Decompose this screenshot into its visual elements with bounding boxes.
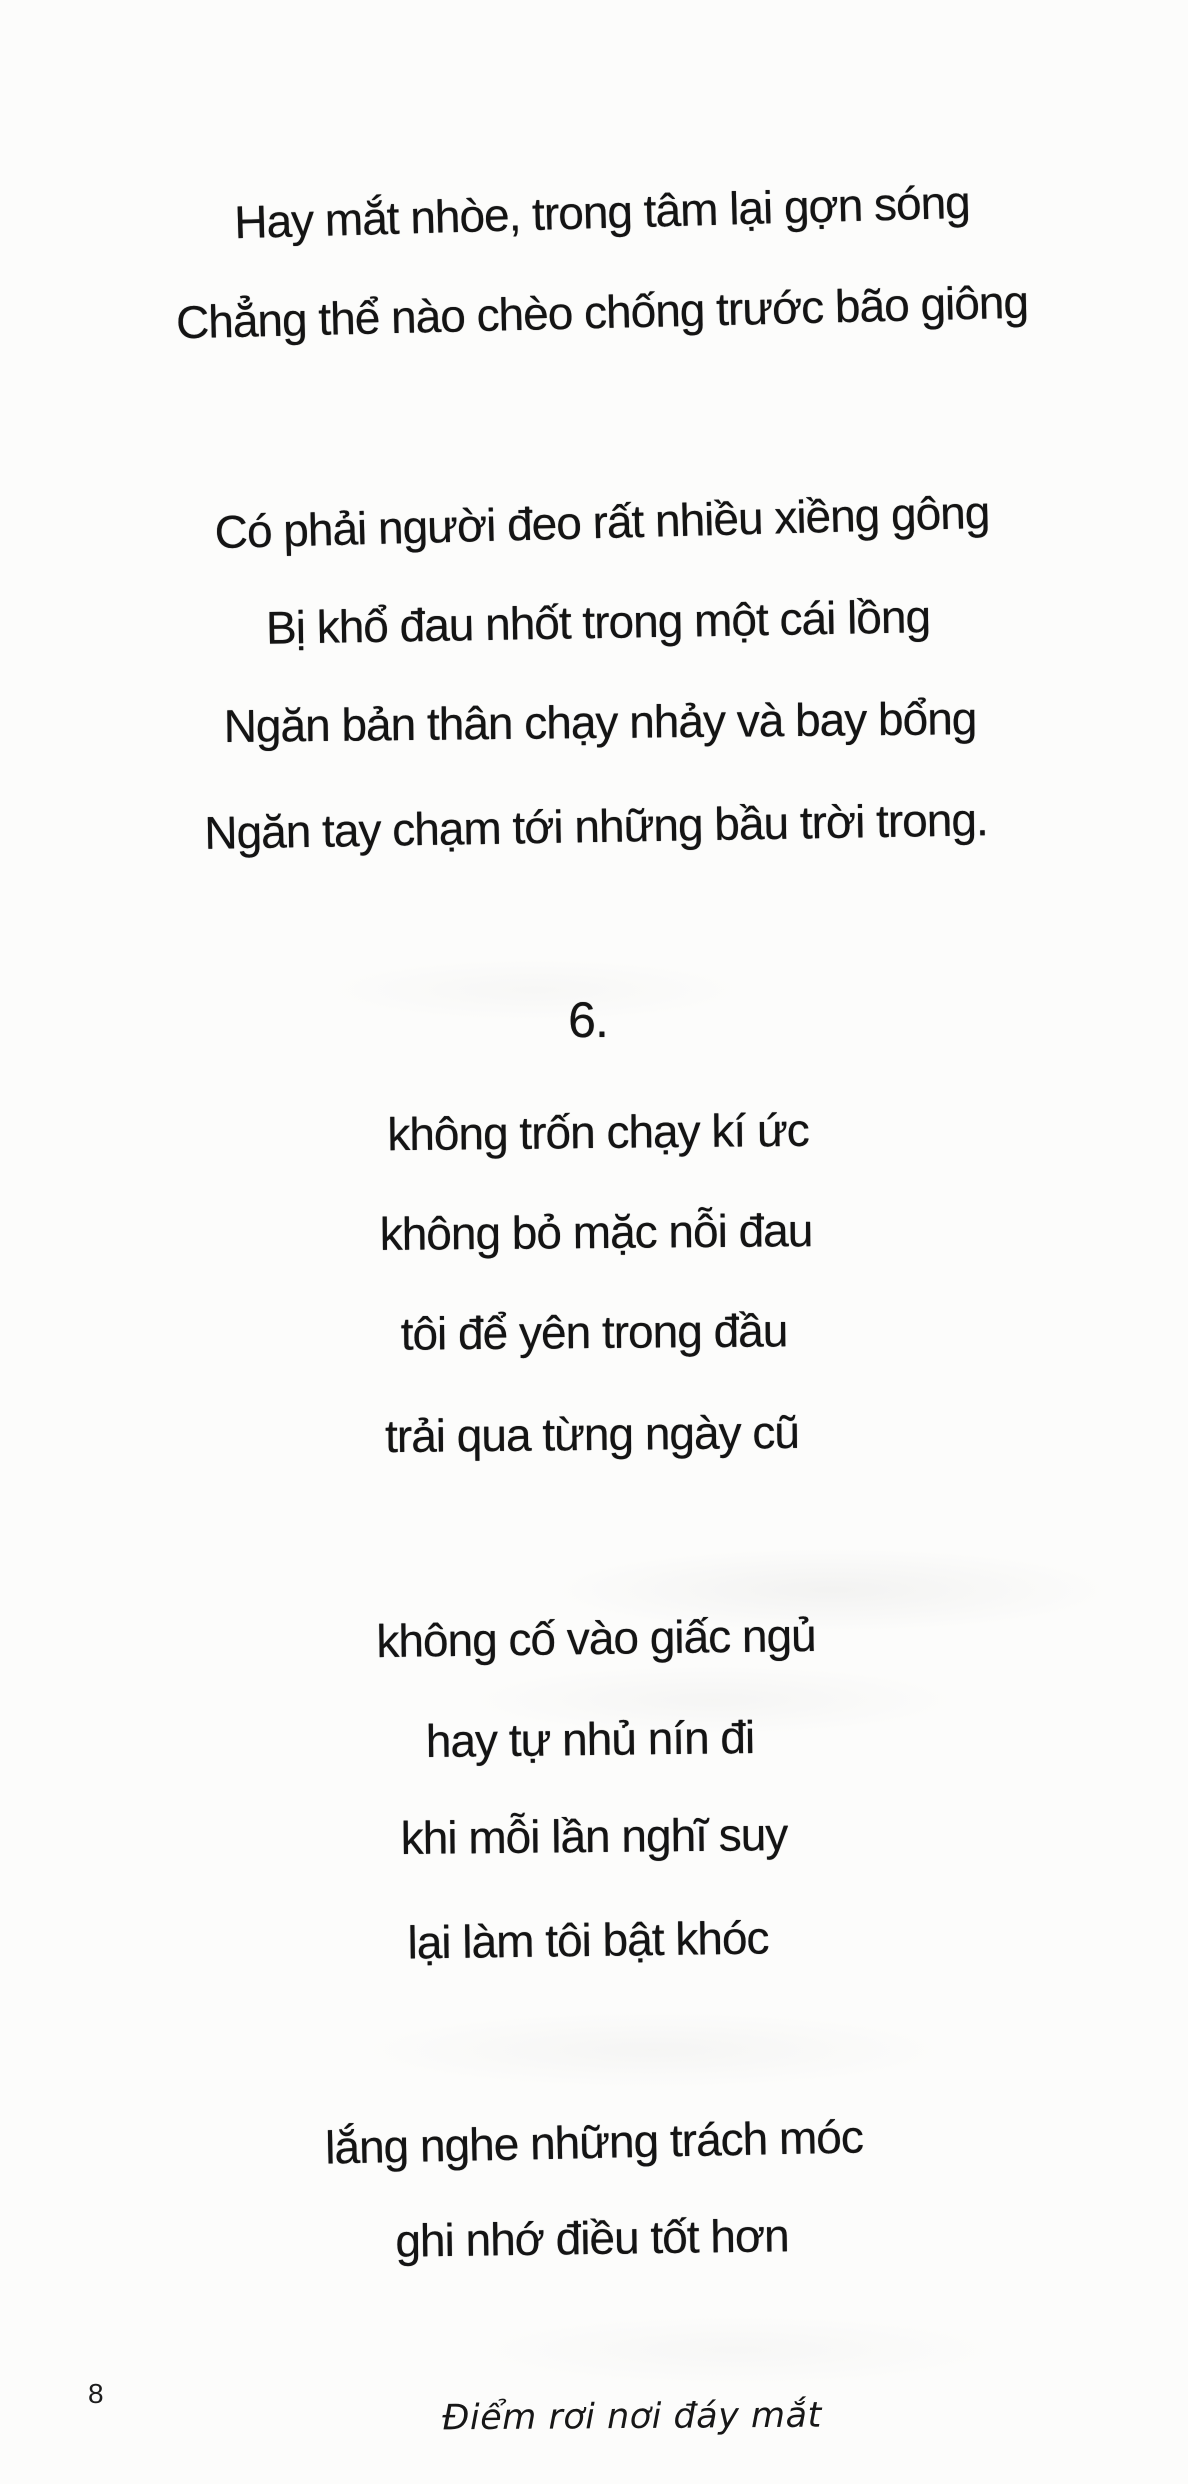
poem-line: không cố vào giấc ngủ — [375, 1608, 817, 1668]
poem-line: tôi để yên trong đầu — [400, 1304, 788, 1360]
poem-line: lắng nghe những trách móc — [324, 2110, 864, 2174]
poem-line: lại làm tôi bật khóc — [407, 1911, 769, 1969]
poem-line: Ngăn tay chạm tới những bầu trời trong. — [203, 793, 989, 859]
page-number: 8 — [88, 2378, 104, 2409]
poem-line: Chẳng thể nào chèo chống trước bão giông — [175, 275, 1029, 349]
poem-line: không bỏ mặc nỗi đau — [379, 1204, 813, 1260]
poem-line: ghi nhớ điều tốt hơn — [395, 2209, 789, 2267]
poem-line: khi mỗi lần nghĩ suy — [400, 1807, 788, 1865]
poem-line: Ngăn bản thân chạy nhảy và bay bổng — [223, 692, 977, 752]
footer-title: Điểm rơi nơi đáy mắt — [442, 2395, 822, 2439]
poem-line: không trốn chạy kí ức — [387, 1103, 809, 1161]
poem-line: hay tự nhủ nín đi — [425, 1710, 755, 1768]
poem-line: Hay mắt nhòe, trong tâm lại gợn sóng — [233, 175, 971, 249]
poem-line: Có phải người đeo rất nhiều xiềng gông — [214, 485, 990, 559]
section-number: 6. — [568, 992, 608, 1048]
poem-line: Bị khổ đau nhốt trong một cái lồng — [265, 590, 931, 654]
poem-line: trải qua từng ngày cũ — [384, 1405, 800, 1463]
